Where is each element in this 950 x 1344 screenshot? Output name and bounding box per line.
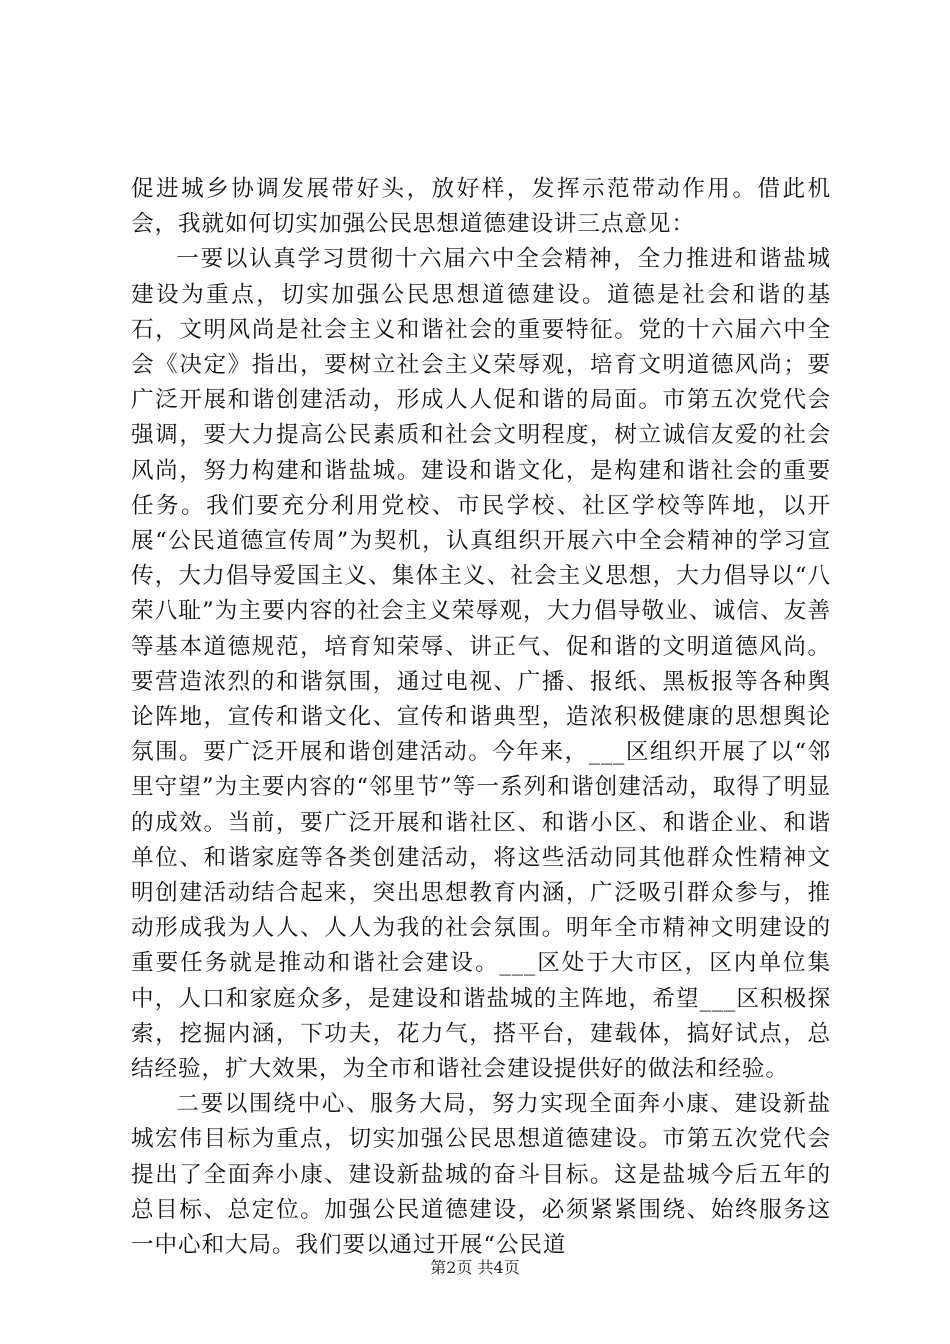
paragraph-1: 促进城乡协调发展带好头，放好样，发挥示范带动作用。借此机会，我就如何切实加强公民思想道德建设讲三点意见： <box>131 176 831 238</box>
page-number-footer: 第2页 共4页 <box>430 1258 520 1277</box>
paragraph-2: 一要以认真学习贯彻十六届六中全会精神，全力推进和谐盐城建设为重点，切实加强公民思想道德建设。道德是社会和谐的基石，文明风尚是社会主义和谐社会的重要特征。党的十六届六中全会《决定》指出，要树立社会主义荣辱观，培育文明道德风尚；要广泛开展和谐创建活动，形成人人促和谐的局面。市第五次党代会强调，要大力提高公民素质和社会文明程度，树立诚信友爱的社会风尚，努力构建和谐盐城。建设和谐文化，是构建和谐社会的重要任务。我们要充分利用党校、市民学校、社区学校等阵地，以开展“公民道德宣传周”为契机，认真组织开展六中全会精神的学习宣传，大力倡导爱国主义、集体主义、社会主义思想，大力倡导以“八荣八耻”为主要内容的社会主义荣辱观，大力倡导敬业、诚信、友善等基本道德规范，培育知荣辱、讲正气、促和谐的文明道德风尚。要营造浓烈的和谐氛围，通过电视、广播、报纸、黑板报等各种舆论阵地，宣传和谐文化、宣传和谐典型，造浓积极健康的思想舆论氛围。要广泛开展和谐创建活动。今年来，___区组织开展了以“邻里守望”为主要内容的“邻里节”等一系列和谐创建活动，取得了明显的成效。当前，要广泛开展和谐社区、和谐小区、和谐企业、和谐单位、和谐家庭等各类创建活动，将这些活动同其他群众性精神文明创建活动结合起来，突出思想教育内涵，广泛吸引群众参与，推动形成我为人人、人人为我的社会氛围。明年全市精神文明建设的重要任务就是推动和谐社会建设。___区处于大市区，区内单位集中，人口和家庭众多，是建设和谐盐城的主阵地，希望___区积极探索，挖掘内涵，下功夫，花力气，搭平台，建载体，搞好试点，总结经验，扩大效果，为全市和谐社会建设提供好的做法和经验。 <box>131 246 831 1083</box>
paragraph-3: 二要以围绕中心、服务大局，努力实现全面奔小康、建设新盐城宏伟目标为重点，切实加强公民思想道德建设。市第五次党代会提出了全面奔小康、建设新盐城的奋斗目标。这是盐城今后五年的总目标、总定位。加强公民道德建设，必须紧紧围绕、始终服务这一中心和大局。我们要以通过开展“公民道 <box>131 1091 831 1259</box>
body-text <box>131 172 831 1263</box>
